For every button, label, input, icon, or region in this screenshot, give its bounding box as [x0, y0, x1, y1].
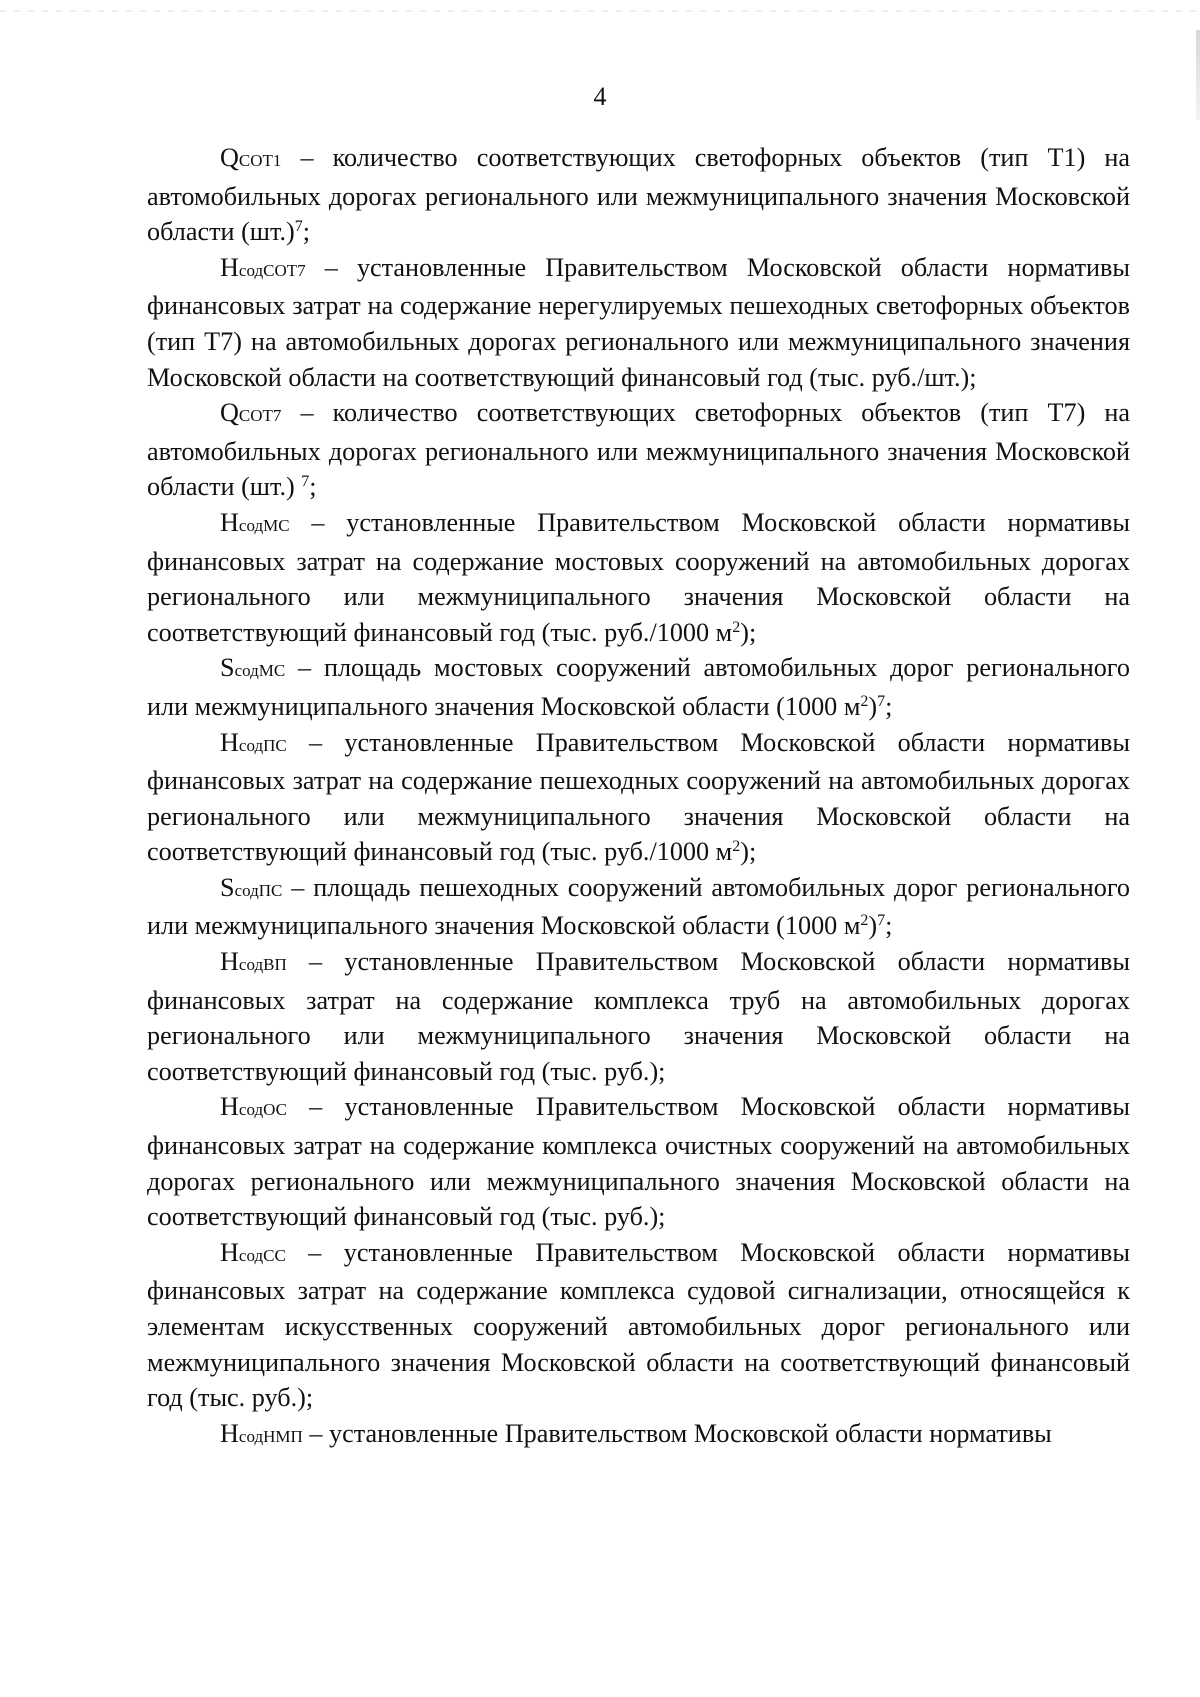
- scan-noise-top: [0, 10, 1200, 12]
- formula-symbol: НсодНМП: [220, 1418, 303, 1448]
- formula-symbol: НсодОС: [220, 1092, 287, 1122]
- footnote-ref: 7: [877, 912, 886, 930]
- definition-paragraph: НсодПС – установленные Правительством Московской области нормативы финансовых затрат на содержание пешеходных сооружений на автомобильных дорогах регионального или межмуниципального значения Московской области на соответствующий финансовый год (тыс. руб./1000 $м^2$);: [147, 727, 1130, 867]
- footnote-ref: 7: [301, 473, 310, 491]
- formula-symbol: QСОТ7: [220, 398, 282, 428]
- formula-symbol: НсодМС: [220, 507, 290, 537]
- formula-symbol: НсодВП: [220, 947, 287, 977]
- superscript: 2: [860, 693, 869, 711]
- definition-paragraph: SсодПС – площадь пешеходных сооружений автомобильных дорог регионального или межмуниципального значения Московской области (1000 $м^2)^7$;: [147, 872, 1130, 941]
- definition-paragraph: НсодСОТ7 – установленные Правительством Московской области нормативы финансовых затрат на содержание нерегулируемых пешеходных светофорных объектов (тип Т7) на автомобильных дорогах регионального или межмуниципального значения Московской области на соответствующий финансовый год (тыс. руб./шт.);: [147, 252, 1130, 392]
- formula-symbol: НсодПС: [220, 727, 287, 757]
- formula-symbol: SсодМС: [220, 653, 286, 683]
- formula-symbol: НсодСОТ7: [220, 252, 306, 282]
- definition-paragraph: SсодМС – площадь мостовых сооружений автомобильных дорог регионального или межмуниципального значения Московской области (1000 $м^2)^7$;: [147, 653, 1130, 721]
- body-text: [147, 140, 1130, 1454]
- formula-symbol: НсодСС: [220, 1237, 286, 1267]
- definition-paragraph: НсодВП – установленные Правительством Московской области нормативы финансовых затрат на содержание комплекса труб на автомобильных дорогах регионального или межмуниципального значения Московской области на соответствующий финансовый год (тыс. руб.);: [147, 947, 1130, 1086]
- definition-paragraph: QСОТ1 – количество соответствующих светофорных объектов (тип Т1) на автомобильных дорогах регионального или межмуниципального значения Московской области $(шт.)^7$;: [147, 143, 1130, 247]
- formula-symbol: SсодПС: [220, 872, 283, 902]
- definition-paragraph: НсодСС – установленные Правительством Московской области нормативы финансовых затрат на содержание комплекса судовой сигнализации, относящейся к элементам искусственных сооружений автомобильных дорог регионального или межмуниципального значения Московской области на соответствующий финансовый год (тыс. руб.);: [147, 1237, 1130, 1413]
- definition-paragraph: НсодМС – установленные Правительством Московской области нормативы финансовых затрат на содержание мостовых сооружений на автомобильных дорогах регионального или межмуниципального значения Московской области на соответствующий финансовый год (тыс. руб./1000 $м^2$);: [147, 507, 1130, 647]
- definition-paragraph: QСОТ7 – количество соответствующих светофорных объектов (тип Т7) на автомобильных дорогах регионального или межмуниципального значения Московской области (шт.) $^7$;: [147, 398, 1130, 502]
- footnote-ref: 7: [294, 218, 303, 236]
- footnote-ref: 7: [877, 693, 886, 711]
- superscript: 2: [860, 912, 869, 930]
- page-number: 4: [593, 82, 607, 111]
- definition-paragraph: НсодОС – установленные Правительством Московской области нормативы финансовых затрат на содержание комплекса очистных сооружений на автомобильных дорогах регионального или межмуниципального значения Московской области на соответствующий финансовый год (тыс. руб.);: [147, 1092, 1130, 1232]
- superscript: 2: [732, 838, 741, 856]
- superscript: 2: [732, 618, 741, 636]
- formula-symbol: QСОТ1: [220, 143, 282, 172]
- definition-paragraph: НсодНМП – установленные Правительством Московской области нормативы: [220, 1418, 1052, 1448]
